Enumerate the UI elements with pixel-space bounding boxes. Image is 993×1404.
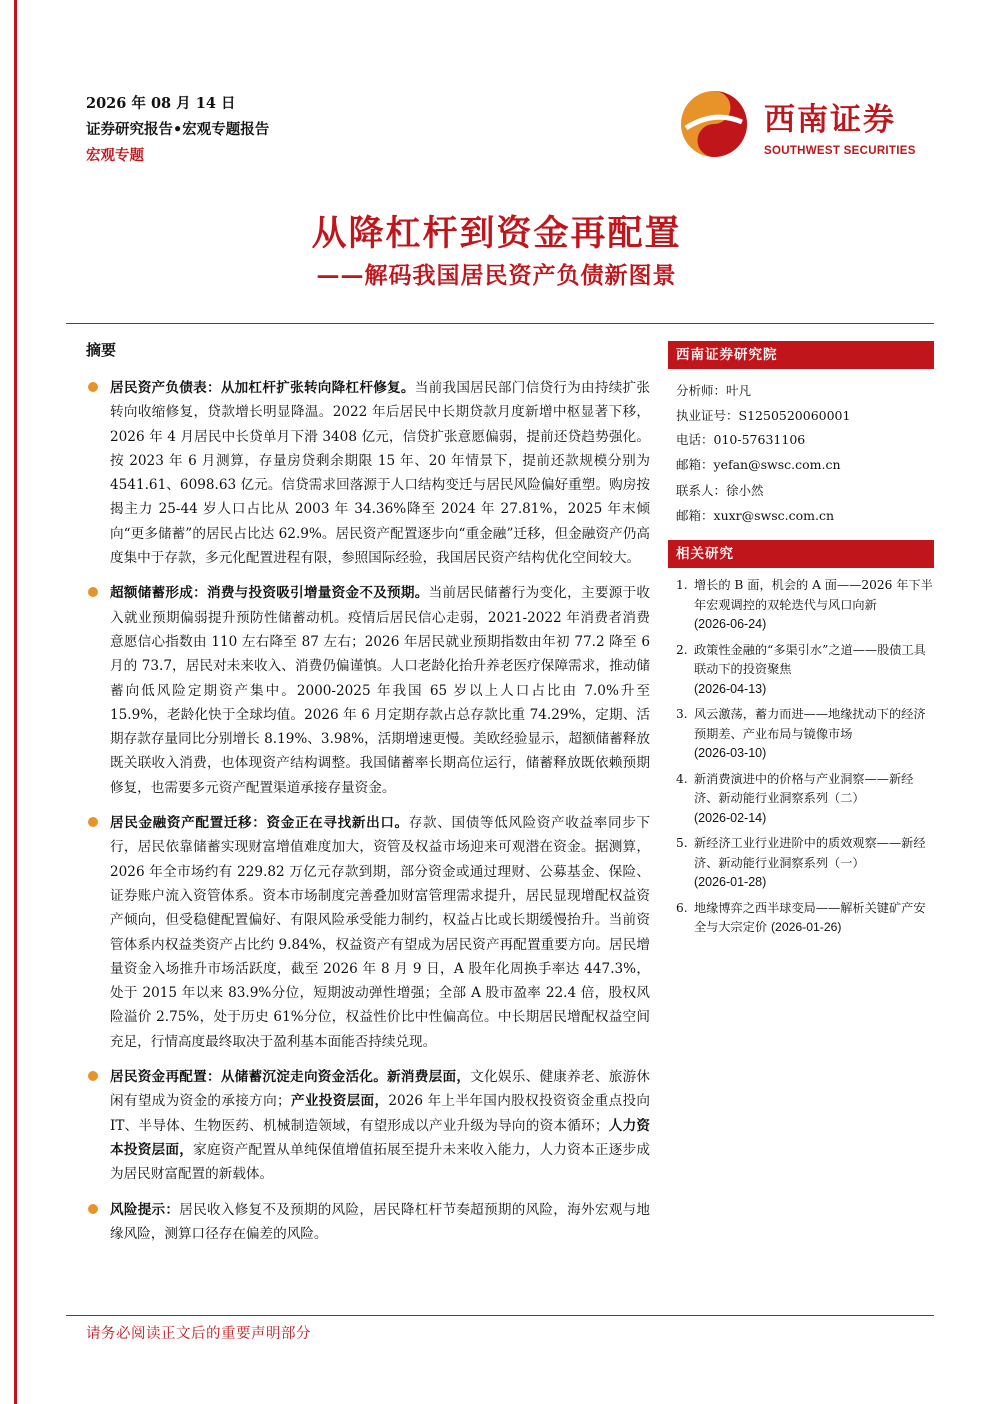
item-date: (2026-03-10)	[694, 746, 767, 760]
logo-name-en: SOUTHWEST SECURITIES	[764, 145, 916, 157]
item-number: 4.	[676, 771, 688, 786]
analyst-name: 叶凡	[726, 383, 752, 398]
paragraph-lead: 居民资金再配置：从储蓄沉淀走向资金活化。	[110, 1069, 388, 1086]
contact-label: 分析师：	[676, 383, 727, 398]
segment-lead: 人力资本投资层面，	[110, 1117, 651, 1158]
bullet-icon	[88, 587, 98, 597]
abstract-heading: 摘要	[86, 341, 117, 359]
abstract-paragraph	[86, 1065, 650, 1186]
item-date: (2026-02-14)	[694, 810, 767, 825]
logo-emblem-icon	[678, 88, 750, 160]
abstract-paragraph	[86, 376, 650, 570]
report-date: 2026 年 08 月 14 日	[86, 95, 236, 112]
abstract-section	[86, 339, 650, 1257]
bullet-icon	[88, 1204, 98, 1214]
related-research-item[interactable]	[676, 834, 934, 893]
item-title: 政策性金融的“多渠引水”之道——股债工具联动下的投资聚焦	[694, 642, 926, 676]
item-date: (2026-04-13)	[694, 681, 767, 696]
item-title: 增长的 B 面，机会的 A 面——2026 年下半年宏观调控的双轮迭代与风口向新	[694, 578, 933, 612]
paragraph-lead: 居民资产负债表：从加杠杆扩张转向降杠杆修复。	[110, 380, 415, 396]
item-title: 新消费演进中的价格与产业洞察——新经济、新动能行业洞察系列（二）	[694, 771, 914, 805]
bullet-icon	[88, 1071, 98, 1081]
report-title: 从降杠杆到资金再配置	[311, 213, 682, 254]
item-number: 3.	[676, 707, 688, 721]
related-research-header: 相关研究	[668, 540, 934, 568]
contact-row	[676, 504, 926, 529]
logo-name-cn: 西南证券	[764, 102, 896, 138]
contact-label: 邮箱：	[676, 507, 714, 523]
paragraph-text: 存款、国债等低风险资产收益率同步下行，居民依靠储蓄实现财富增值难度加大，资管及权益市场迎来可观潜在资金。据测算，2026 年全市场约有 229.82 万亿元存款到期，部分资金或通过理财、公募基金、保险、证券账户流入资管体系。资本市场制度完善叠加财富管理需求提升，居民显现增配权益资产倾向，但受稳健配置偏好、有限风险承受能力制约，权益占比或长期缓慢抬升。当前资管体系内权益类资产占比约 9.84%，权益资产有望成为居民资产再配置重要方向。居民增量资金入场推升市场活跃度，截至 2026 年 8 月 9 日，A 股年化周换手率达 447.3%，处于 2015 年以来 83.9%分位，短期波动弹性增强；全部 A 股市盈率 22.4 倍，股权风险溢价 2.75%，处于历史 61%分位，权益性价比中性偏高位。中长期居民增配权益空间充足，行情高度最终取决于盈利基本面能否持续兑现。	[110, 815, 651, 1050]
report-subtitle: ——解码我国居民资产负债新图景	[316, 262, 677, 289]
sidebar	[668, 341, 934, 944]
paragraph-lead: 居民金融资产配置迁移：资金正在寻找新出口。	[110, 815, 409, 832]
contact-label: 执业证号：	[676, 407, 739, 423]
license-number: S1250520060001	[738, 407, 851, 423]
contact-label: 联系人：	[676, 483, 727, 498]
item-number: 2.	[676, 642, 688, 657]
report-section: 宏观专题	[86, 147, 144, 164]
paragraph-text: 当前居民储蓄行为变化，主要源于收入就业预期偏弱提升预防性储蓄动机。疫情后居民信心走弱，2021-2022 年消费者消费意愿信心指数由 110 左右降至 87 左右；2026 年居民就业预期指数由年初 77.2 降至 6 月的 73.7，居民对未来收入、消费仍偏谨慎。人口老龄化抬升养老医疗保障需求，推动储蓄向低风险定期资产集中。2000-2025 年我国 65 岁以上人口占比由 7.0%升至 15.9%，老龄化快于全球均值。2026 年 6 月定期存款占总存款比重 74.29%，定期、活期存款存量同比分别增长 8.19%、3.98%，活期增速更慢。美欧经验显示，超额储蓄释放既关联收入消费，也体现资产结构调整。我国储蓄率长期高位运行，储蓄释放既依赖预期修复，也需要多元资产配置渠道承接存量资金。	[110, 585, 651, 796]
related-research-list	[668, 568, 934, 938]
paragraph-text: 当前我国居民部门信贷行为由持续扩张转向收缩修复，贷款增长明显降温。2022 年后居民中长期贷款月度新增中枢显著下移，2026 年 4 月居民中长贷单月下滑 3408 亿元，信贷扩张意愿偏弱，提前还贷趋势强化。按 2023 年 6 月测算，存量房贷剩余期限 15 年、20 年情景下，提前还款规模分别为 4541.61、6098.63 亿元。信贷需求回落源于人口结构变迁与居民风险偏好重塑。购房按揭主力 25-44 岁人口占比从 2003 年 34.36%降至 2024 年 27.81%，2025 年末倾向“更多储蓄”的居民占比达 62.9%。居民资产配置逐步向“重金融”迁移，但金融资产仍高度集中于存款，多元化配置进程有限，参照国际经验，我国居民资产结构优化空间较大。	[110, 380, 651, 567]
paragraph-lead: 风险提示：	[110, 1201, 180, 1218]
contact-row	[676, 379, 926, 404]
email-link[interactable]: yefan@swsc.com.cn	[713, 456, 841, 472]
bullet-icon	[88, 817, 98, 827]
contact-label: 邮箱：	[676, 456, 714, 472]
contact-label: 电话：	[676, 432, 714, 447]
item-title: 风云激荡，蓄力而进——地缘扰动下的经济预期差、产业布局与镜像市场	[694, 707, 926, 741]
abstract-paragraph	[86, 581, 650, 800]
item-title: 新经济工业行业进阶中的质效观察——新经济、新动能行业洞察系列（一）	[694, 836, 926, 870]
item-number: 1.	[676, 578, 688, 592]
report-meta	[86, 91, 269, 169]
email-link[interactable]: xuxr@swsc.com.cn	[713, 507, 835, 523]
related-research-item[interactable]	[676, 899, 934, 938]
institute-header: 西南证券研究院	[668, 341, 934, 369]
report-type: 证券研究报告•宏观专题报告	[86, 121, 270, 138]
company-logo	[678, 88, 928, 160]
item-title: 地缘博弈之西半球变局——解析关键矿产安全与大宗定价	[694, 900, 926, 934]
item-date: (2026-06-24)	[694, 617, 767, 631]
related-research	[668, 540, 934, 938]
related-research-item[interactable]	[676, 770, 934, 829]
item-number: 5.	[676, 836, 688, 850]
paragraph-lead: 超额储蓄形成：消费与投资吸引增量资金不及预期。	[110, 585, 429, 602]
paragraph-text: 居民收入修复不及预期的风险，居民降杠杆节奏超预期的风险，海外宏观与地缘风险，测算口径存在偏差的风险。	[110, 1201, 650, 1242]
segment-lead: 产业投资层面，	[290, 1093, 389, 1110]
bullet-icon	[88, 382, 98, 392]
footer-disclaimer: 请务必阅读正文后的重要声明部分	[86, 1326, 311, 1342]
abstract-paragraph	[86, 1198, 650, 1247]
contact-row	[676, 428, 926, 453]
contact-info	[668, 369, 934, 534]
contact-person-name: 徐小然	[726, 483, 764, 498]
footer-divider	[66, 1315, 934, 1316]
related-research-item[interactable]	[676, 576, 934, 635]
related-research-item[interactable]	[676, 641, 934, 700]
contact-row	[676, 479, 926, 504]
segment-text: 文化娱乐、健康养老、旅游休闲有望成为资金的承接方向；	[110, 1069, 651, 1110]
segment-text: 家庭资产配置从单纯保值增值拓展至提升未来收入能力，人力资本正逐步成为居民财富配置的新载体。	[110, 1141, 651, 1183]
related-research-item[interactable]	[676, 705, 934, 764]
segment-lead: 新消费层面，	[387, 1069, 471, 1086]
segment-text: 2026 年上半年国内股权投资资金重点投向 IT、半导体、生物医药、机械制造领域，有望形成以产业升级为导向的资本循环；	[110, 1093, 651, 1134]
item-number: 6.	[676, 900, 688, 915]
item-date: (2026-01-26)	[771, 920, 842, 934]
contact-row	[676, 404, 926, 429]
contact-row	[676, 453, 926, 478]
title-divider	[66, 323, 934, 324]
phone-number: 010-57631106	[713, 432, 806, 447]
item-date: (2026-01-28)	[694, 875, 767, 889]
abstract-paragraph	[86, 811, 650, 1054]
